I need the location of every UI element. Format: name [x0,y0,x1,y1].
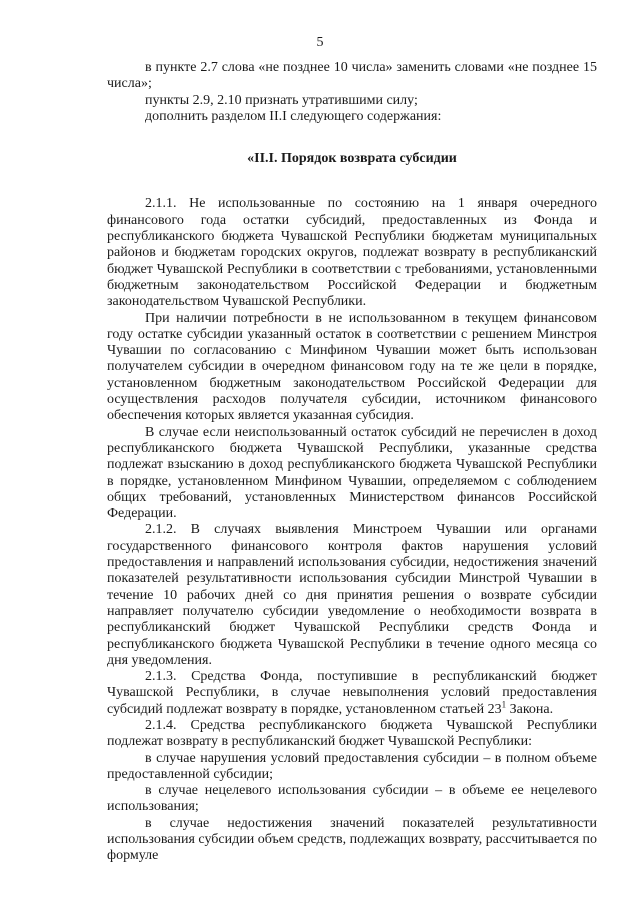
clause-2-1-1-balance-use: При наличии потребности в не использованном в текущем финансовом году остатке субсидии указанный остаток в соответствии с решением Минстроя Чувашии по согласованию с Минфином Чувашии может быть использован получателем субсидии в очередном финансовом году на те же цели в порядке, установленном бюджетным законодательством Российской Федерации для осуществления расходов получателя субсидии, источником финансового обеспечения которых является указанная субсидия. [107,310,597,424]
clause-2-1-4: 2.1.4. Средства республиканского бюджета Чувашской Республики подлежат возврату в республиканский бюджет Чувашской Республики: [107,717,597,750]
clause-2-1-4-case-misuse: в случае нецелевого использования субсидии – в объеме ее нецелевого использования; [107,783,597,815]
clause-2-1-3-text: 2.1.3. Средства Фонда, поступившие в республиканский бюджет Чувашской Республики, в случае невыполнения условий предоставления субсидий подлежат возврату в порядке, установленном статьей 23 [107,669,597,717]
clause-2-1-3 [107,669,597,718]
section-heading: «II.I. Порядок возврата субсидии [247,151,457,167]
amendment-item-2: пункты 2.9, 2.10 признать утратившими силу; [145,92,418,108]
clause-2-1-2: 2.1.2. В случаях выявления Минстроем Чувашии или органами государственного финансового контроля фактов нарушения условий предоставления и направлений использования субсидии, недостижения значений показателей результативности использования субсидии Минстрой Чувашии в течение 10 рабочих дней со дня принятия решения о возврате субсидии направляет получателю субсидии уведомление о необходимости возврата в республиканский бюджет Чувашской Республики средств Фонда и республиканского бюджета Чувашской Республики в течение одного месяца со дня уведомления. [107,522,597,668]
amendment-item-3: дополнить разделом II.I следующего содержания: [145,108,442,124]
amendment-item-1: в пункте 2.7 слова «не позднее 10 числа» заменить словами «не позднее 15 числа»; [107,60,597,92]
clause-2-1-1-recovery: В случае если неиспользованный остаток субсидий не перечислен в доход республиканского бюджета Чувашской Республики, указанные средства подлежат взысканию в доход республиканского бюджета Чувашской Республики в порядке, установленном Минфином Чувашии, определяемом с соблюдением общих требований, установленных Министерством финансов Российской Федерации. [107,424,597,522]
article-superscript: 1 [501,699,507,710]
page-number: 5 [316,35,324,50]
clause-2-1-3-tail: Закона. [506,701,554,717]
clause-2-1-1: 2.1.1. Не использованные по состоянию на 1 января очередного финансового года остатки субсидий, предоставленных из Фонда и республиканского бюджета Чувашской Республики бюджетам муниципальных районов и бюджетам городских округов, подлежат возврату в республиканский бюджет Чувашской Республики в соответствии с требованиями, установленными бюджетным законодательством Российской Федерации и бюджетным законодательством Чувашской Республики. [107,196,597,310]
document-body [107,60,597,865]
clause-2-1-4-case-underperformance: в случае недостижения значений показателей результативности использования субсидии объем средств, подлежащих возврату, рассчитывается по формуле [107,815,597,864]
clause-2-1-4-case-violation: в случае нарушения условий предоставления субсидии – в полном объеме предоставленной субсидии; [107,750,597,782]
